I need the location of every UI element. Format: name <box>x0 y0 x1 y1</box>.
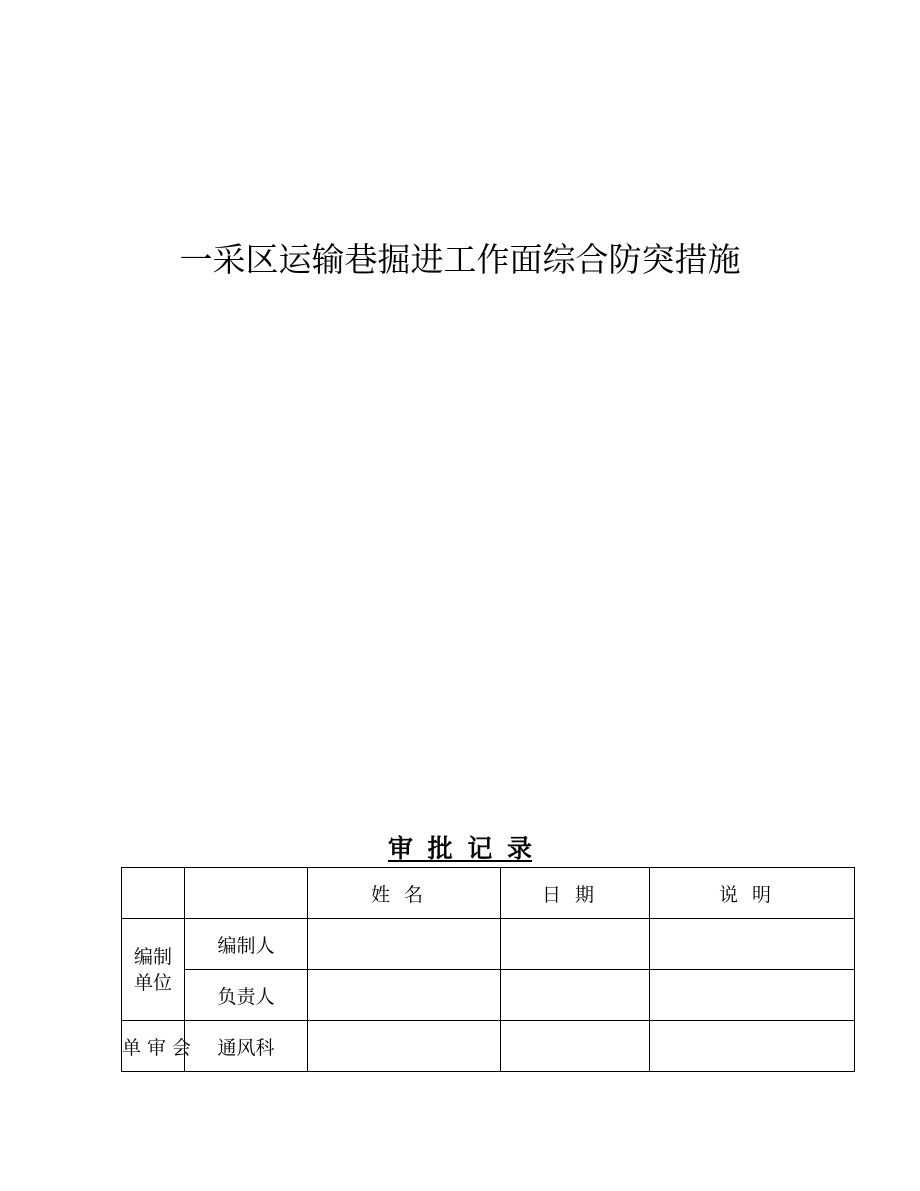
header-remarks: 说明 <box>650 868 855 919</box>
role-compiler: 编制人 <box>185 919 308 970</box>
responsible-remarks-cell[interactable] <box>650 970 855 1021</box>
compiler-remarks-cell[interactable] <box>650 919 855 970</box>
header-date: 日期 <box>501 868 650 919</box>
header-cell-empty-2 <box>185 868 308 919</box>
compiler-date-cell[interactable] <box>501 919 650 970</box>
ventilation-date-cell[interactable] <box>501 1021 650 1072</box>
responsible-date-cell[interactable] <box>501 970 650 1021</box>
table-row-compiler <box>122 919 855 970</box>
ventilation-remarks-cell[interactable] <box>650 1021 855 1072</box>
table-row-responsible <box>122 970 855 1021</box>
review-unit-cell: 单审会 <box>122 1021 185 1072</box>
header-name: 姓名 <box>308 868 501 919</box>
approval-record-heading: 审 批 记 录 <box>387 834 533 863</box>
org-unit-line2: 单位 <box>133 971 172 994</box>
role-responsible: 负责人 <box>185 970 308 1021</box>
approval-table <box>121 867 855 1072</box>
header-cell-empty-1 <box>122 868 185 919</box>
role-ventilation: 通风科 <box>185 1021 308 1072</box>
table-header-row <box>122 868 855 919</box>
org-unit-line1: 编制 <box>133 945 172 968</box>
document-title: 一采区运输巷掘进工作面综合防突措施 <box>179 240 741 279</box>
compiler-name-cell[interactable] <box>308 919 501 970</box>
responsible-name-cell[interactable] <box>308 970 501 1021</box>
org-unit-cell <box>122 919 185 1021</box>
ventilation-name-cell[interactable] <box>308 1021 501 1072</box>
table-row-ventilation <box>122 1021 855 1072</box>
